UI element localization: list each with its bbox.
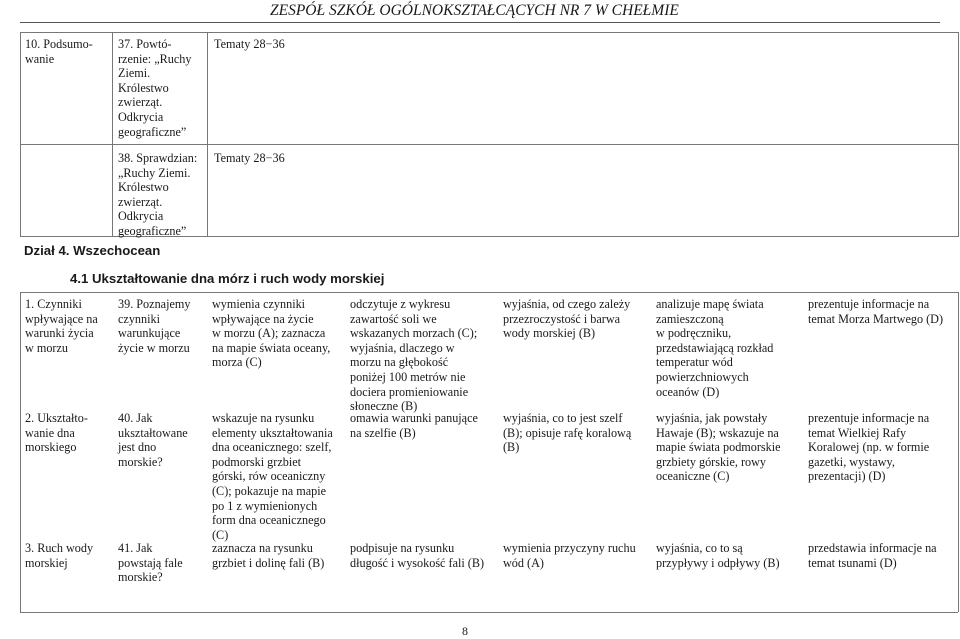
requirement-excellent: prezentuje informacje na temat Wielkiej Rafy Koralowej (np. w formie gazetki, wystawy, prezentacji) (D) (808, 411, 930, 484)
table-right-border (958, 32, 959, 237)
requirement-extended: omawia warunki panujące na szelfie (B) (350, 411, 478, 440)
table-top-border (20, 32, 958, 33)
section-name: 10. Podsumo- wanie (25, 37, 93, 66)
table-row-divider (20, 144, 958, 145)
table-right-border (958, 292, 959, 612)
page-number: 8 (462, 624, 468, 638)
requirement-advanced: wyjaśnia, co to jest szelf (B); opisuje rafę koralową (B) (503, 411, 632, 455)
requirement-excellent: przedstawia informacje na temat tsunami (D) (808, 541, 937, 570)
subsection-heading: 4.1 Ukształtowanie dna mórz i ruch wody morskiej (70, 271, 385, 286)
requirement-advanced: wyjaśnia, od czego zależy przezroczystość i barwa wody morskiej (B) (503, 297, 631, 341)
table-bottom-border (20, 612, 958, 613)
table-left-border (20, 292, 21, 612)
lesson-title: 37. Powtó- rzenie: „Ruchy Ziemi. Królestwo zwierząt. Odkrycia geograficzne” (118, 37, 192, 139)
section-name: 2. Ukształto- wanie dna morskiego (25, 411, 88, 455)
column-divider (112, 32, 113, 237)
section-name: 3. Ruch wody morskiej (25, 541, 94, 570)
department-heading: Dział 4. Wszechocean (24, 243, 161, 258)
topics-range: Tematy 28−36 (214, 151, 285, 165)
requirement-extended: podpisuje na rysunku długość i wysokość fali (B) (350, 541, 485, 570)
requirement-basic: zaznacza na rysunku grzbiet i dolinę fali (B) (212, 541, 325, 570)
requirement-basic: wymienia czynniki wpływające na życie w morzu (A); zaznacza na mapie świata oceany, morza (C) (212, 297, 331, 370)
requirement-complete: wyjaśnia, jak powstały Hawaje (B); wskazuje na mapie świata podmorskie grzbiety górskie, rowy oceaniczne (C) (656, 411, 781, 484)
requirement-complete: analizuje mapę świata zamieszczoną w podręczniku, przedstawiającą rozkład temperatur wód powierzchniowych oceanów (D) (656, 297, 774, 399)
requirement-complete: wyjaśnia, co to są przypływy i odpływy (B) (656, 541, 780, 570)
column-divider (207, 32, 208, 237)
header-rule (20, 22, 940, 23)
section-name: 1. Czynniki wpływające na warunki życia w morzu (25, 297, 98, 355)
topics-range: Tematy 28−36 (214, 37, 285, 51)
requirement-basic: wskazuje na rysunku elementy ukształtowania dna oceanicznego: szelf, podmorski grzbiet górski, rów oceaniczny (C); pokazuje na mapie po 1 z wymienionych form dna oceanicznego (C) (212, 411, 333, 542)
requirement-extended: odczytuje z wykresu zawartość soli we wskazanych morzach (C); wyjaśnia, dlaczego w morzu na głębokość poniżej 100 metrów nie dociera promieniowanie słoneczne (B) (350, 297, 478, 414)
requirement-excellent: prezentuje informacje na temat Morza Martwego (D) (808, 297, 944, 326)
page-header-title: ZESPÓŁ SZKÓŁ OGÓLNOKSZTAŁCĄCYCH NR 7 W CHEŁMIE (270, 2, 679, 19)
table-top-border (20, 292, 958, 293)
lesson-title: 41. Jak powstają fale morskie? (118, 541, 183, 585)
lesson-title: 40. Jak ukształtowane jest dno morskie? (118, 411, 188, 469)
lesson-title: 39. Poznajemy czynniki warunkujące życie w morzu (118, 297, 191, 355)
table-left-border (20, 32, 21, 237)
lesson-title: 38. Sprawdzian: „Ruchy Ziemi. Królestwo zwierząt. Odkrycia geograficzne” (118, 151, 198, 238)
requirement-advanced: wymienia przyczyny ruchu wód (A) (503, 541, 636, 570)
